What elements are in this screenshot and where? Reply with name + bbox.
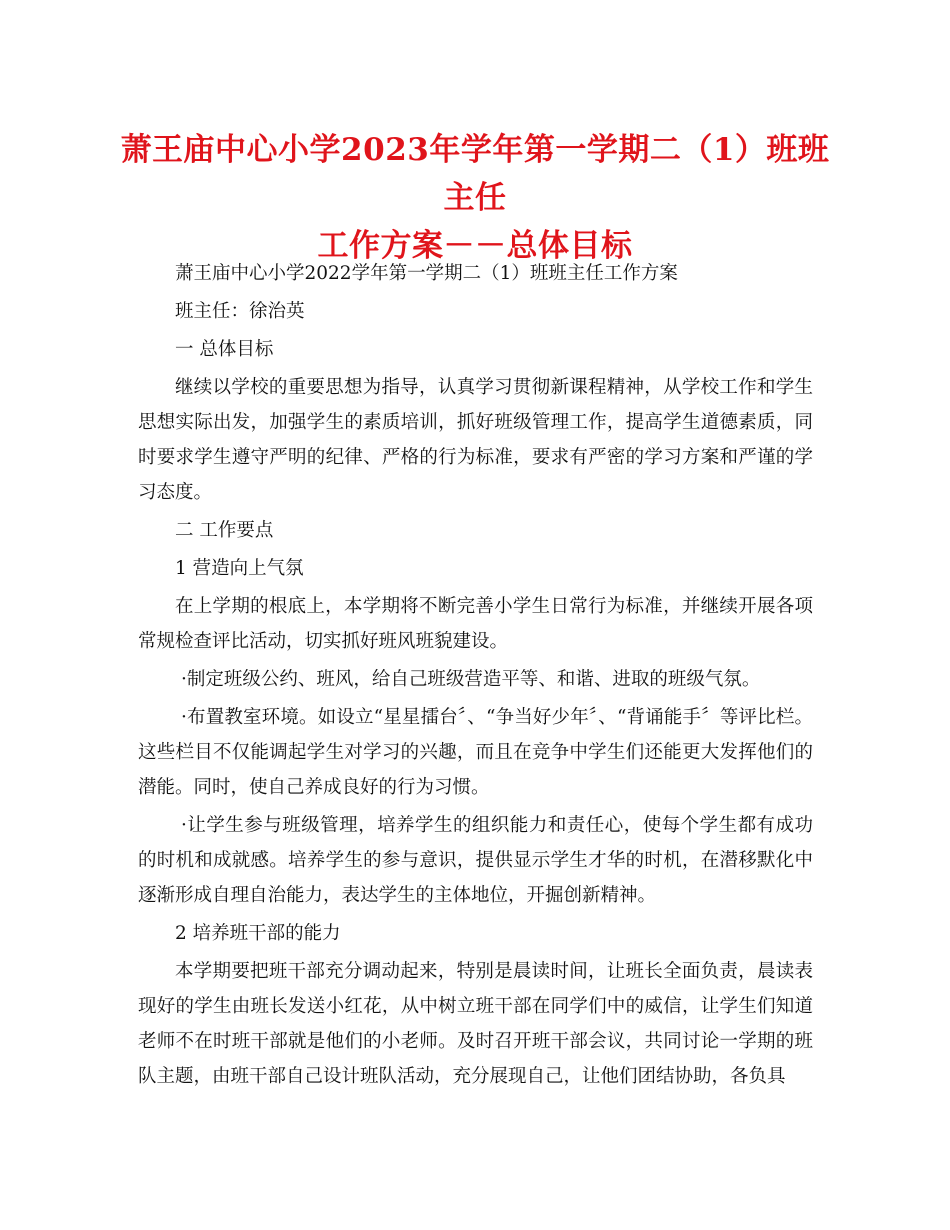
bullet-class-rules: ·制定班级公约、班风，给自己班级营造平等、和谐、进取的班级气氛。 bbox=[181, 669, 761, 690]
document-body bbox=[138, 256, 813, 1097]
bullet-class-management: ·让学生参与班级管理，培养学生的组织能力和责任心，使每个学生都有成功的时机和成就感。培养学生的参与意识，提供显示学生才华的时机，在潜移默化中逐渐形成自理自治能力，表达学生的主体地位，开掘创新精神。 bbox=[138, 815, 813, 906]
heading-work-points: 二 工作要点 bbox=[175, 520, 274, 541]
heading-overall-goal: 一 总体目标 bbox=[175, 339, 274, 360]
title-line-2: 工作方案－－总体目标 bbox=[317, 228, 633, 264]
subheading-atmosphere: 1 营造向上气氛 bbox=[175, 558, 304, 579]
paragraph-atmosphere: 在上学期的根底上，本学期将不断完善小学生日常行为标准，并继续开展各项常规检查评比活动，切实抓好班风班貌建设。 bbox=[138, 596, 813, 652]
paragraph-teacher: 班主任：徐治英 bbox=[175, 301, 305, 322]
bullet-classroom-environment: ·布置教室环境。如设立“星星擂台〞、“争当好少年〞、“背诵能手〞等评比栏。这些栏目不仅能调起学生对学习的兴趣，而且在竞争中学生们还能更大发挥他们的潜能。同时，使自己养成良好的行为习惯。 bbox=[138, 707, 813, 798]
document-title bbox=[120, 126, 830, 270]
title-line-1: 萧王庙中心小学2023年学年第一学期二（1）班班主任 bbox=[120, 132, 830, 216]
paragraph-overall-goal: 继续以学校的重要思想为指导，认真学习贯彻新课程精神，从学校工作和学生思想实际出发，加强学生的素质培训，抓好班级管理工作，提高学生道德素质，同时要求学生遵守严明的纪律、严格的行为标准，要求有严密的学习方案和严谨的学习态度。 bbox=[138, 377, 813, 503]
paragraph-class-cadre: 本学期要把班干部充分调动起来，特别是晨读时间，让班长全面负责，晨读表现好的学生由班长发送小红花，从中树立班干部在同学们中的威信，让学生们知道老师不在时班干部就是他们的小老师。及时召开班干部会议，共同讨论一学期的班队主题，由班干部自己设计班队活动，充分展现自己，让他们团结协助，各负具 bbox=[138, 961, 813, 1087]
paragraph-plan-title: 萧王庙中心小学2022学年第一学期二（1）班班主任工作方案 bbox=[175, 263, 678, 284]
subheading-class-cadre: 2 培养班干部的能力 bbox=[175, 923, 341, 944]
